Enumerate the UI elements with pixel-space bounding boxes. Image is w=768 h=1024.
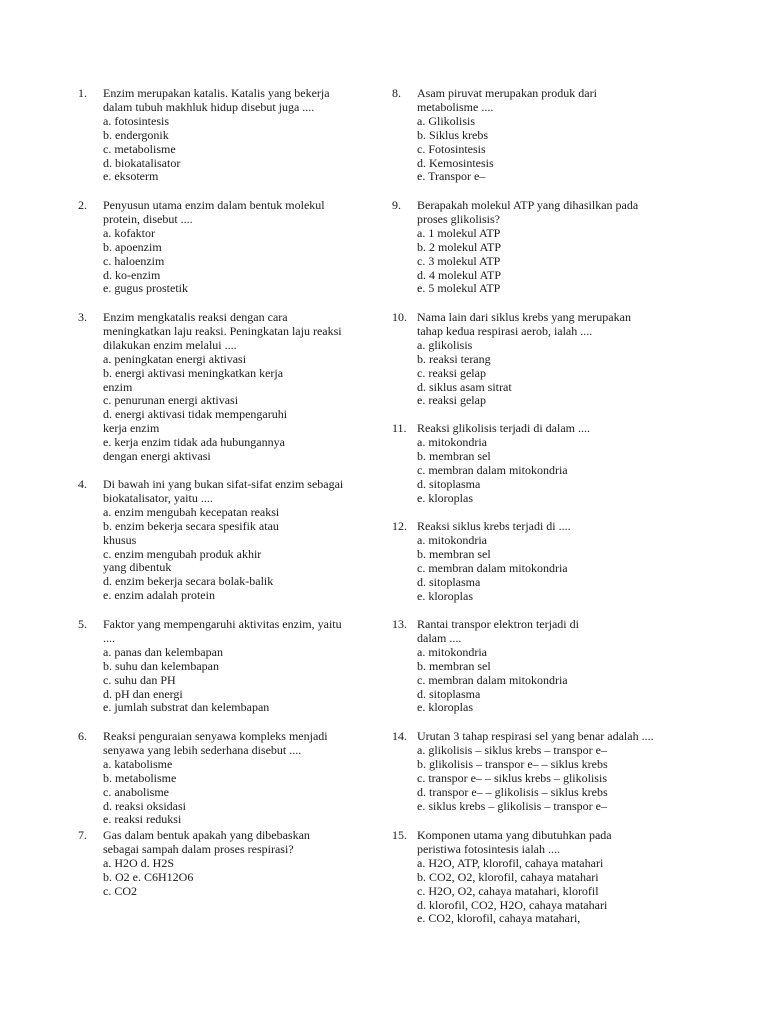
answer-option: a. glikolisis – siklus krebs – transpor e–: [417, 742, 607, 757]
question-number: 10.: [392, 310, 407, 324]
answer-option: b. glikolisis – transpor e– – siklus krebs: [417, 756, 608, 771]
answer-option: a. mitokondria: [417, 434, 487, 449]
answer-option: b. CO2, O2, klorofil, cahaya matahari: [417, 869, 599, 884]
answer-option: c. penurunan energi aktivasi: [103, 393, 239, 408]
question-6: [78, 730, 403, 827]
answer-option: d. enzim bekerja secara bolak-balik: [103, 574, 274, 589]
answer-option: c. 3 molekul ATP: [417, 253, 501, 268]
answer-option: d. klorofil, CO2, H2O, cahaya matahari: [417, 897, 608, 912]
answer-option: c. membran dalam mitokondria: [417, 462, 568, 477]
question-number: 2.: [78, 198, 87, 212]
answer-option: c. membran dalam mitokondria: [417, 560, 568, 575]
answer-option: c. enzim mengubah produk akhir yang dibentuk: [103, 546, 262, 575]
answer-option: c. anabolisme: [103, 784, 169, 799]
answer-option: b. metabolisme: [103, 770, 177, 785]
question-number: 4.: [78, 477, 87, 491]
answer-option: d. energi aktivasi tidak mempengaruhi kerja enzim: [103, 407, 288, 436]
question-text: Urutan 3 tahap respirasi sel yang benar adalah ....: [417, 729, 654, 743]
question-text: Gas dalam bentuk apakah yang dibebaskan sebagai sampah dalam proses respirasi?: [103, 828, 310, 856]
question-number: 13.: [392, 617, 407, 631]
answer-option: d. sitoplasma: [417, 476, 481, 491]
answer-option: e. Transpor e–: [417, 169, 486, 184]
answer-option: e. kloroplas: [417, 490, 473, 505]
question-8: [392, 87, 717, 184]
question-text: Reaksi siklus krebs terjadi di ....: [417, 519, 571, 533]
answer-option: a. mitokondria: [417, 532, 487, 547]
question-12: [392, 520, 717, 603]
answer-option: b. O2 e. C6H12O6: [103, 869, 194, 884]
answer-option: a. panas dan kelembapan: [103, 644, 223, 659]
answer-option: c. haloenzim: [103, 253, 165, 268]
question-number: 7.: [78, 828, 87, 842]
answer-option: c. suhu dan PH: [103, 672, 176, 687]
answer-option: d. reaksi oksidasi: [103, 798, 186, 813]
question-text: Komponen utama yang dibutuhkan pada peristiwa fotosintesis ialah ....: [417, 828, 612, 856]
question-text: Berapakah molekul ATP yang dihasilkan pada proses glikolisis?: [417, 198, 639, 226]
question-number: 5.: [78, 617, 87, 631]
answer-option: d. transpor e– – glikolisis – siklus krebs: [417, 784, 608, 799]
answer-option: e. reaksi gelap: [417, 393, 486, 408]
answer-option: d. siklus asam sitrat: [417, 379, 512, 394]
question-text: Enzim mengkatalis reaksi dengan cara meningkatkan laju reaksi. Peningkatan laju reaksi dilakukan enzim melalui ....: [103, 310, 342, 352]
answer-option: e. 5 molekul ATP: [417, 281, 501, 296]
question-number: 3.: [78, 310, 87, 324]
answer-option: e. eksoterm: [103, 169, 159, 184]
question-number: 12.: [392, 519, 407, 533]
question-11: [392, 422, 717, 505]
answer-option: a. fotosintesis: [103, 113, 169, 128]
answer-option: e. gugus prostetik: [103, 281, 188, 296]
answer-option: d. pH dan energi: [103, 686, 183, 701]
answer-option: c. Fotosintesis: [417, 141, 486, 156]
question-text: Reaksi glikolisis terjadi di dalam ....: [417, 421, 590, 435]
question-number: 6.: [78, 729, 87, 743]
answer-option: e. reaksi reduksi: [103, 812, 182, 827]
question-10: [392, 311, 717, 408]
question-number: 11.: [392, 421, 407, 435]
answer-option: d. Kemosintesis: [417, 155, 494, 170]
answer-option: d. sitoplasma: [417, 574, 481, 589]
answer-option: e. kloroplas: [417, 700, 473, 715]
answer-option: c. transpor e– – siklus krebs – glikolisis: [417, 770, 607, 785]
answer-option: a. peningkatan energi aktivasi: [103, 351, 247, 366]
answer-option: b. membran sel: [417, 448, 491, 463]
answer-option: e. CO2, klorofil, cahaya matahari,: [417, 911, 581, 926]
question-number: 9.: [392, 198, 401, 212]
answer-option: b. apoenzim: [103, 239, 162, 254]
question-3: [78, 311, 403, 464]
answer-option: b. endergonik: [103, 127, 169, 142]
question-number: 14.: [392, 729, 407, 743]
answer-option: d. 4 molekul ATP: [417, 267, 502, 282]
answer-option: a. Glikolisis: [417, 113, 476, 128]
answer-option: b. energi aktivasi meningkatkan kerja enzim: [103, 365, 284, 394]
answer-option: a. enzim mengubah kecepatan reaksi: [103, 504, 280, 519]
answer-option: b. reaksi terang: [417, 351, 491, 366]
answer-option: b. membran sel: [417, 658, 491, 673]
question-text: Reaksi penguraian senyawa kompleks menjadi senyawa yang lebih sederhana disebut ....: [103, 729, 328, 757]
answer-option: e. kloroplas: [417, 588, 473, 603]
question-4: [78, 478, 403, 603]
answer-option: a. H2O d. H2S: [103, 855, 174, 870]
answer-option: c. H2O, O2, cahaya matahari, klorofil: [417, 883, 599, 898]
question-number: 1.: [78, 86, 87, 100]
answer-option: b. 2 molekul ATP: [417, 239, 502, 254]
question-2: [78, 199, 403, 296]
question-text: Faktor yang mempengaruhi aktivitas enzim, yaitu ....: [103, 617, 342, 645]
question-text: Penyusun utama enzim dalam bentuk molekul protein, disebut ....: [103, 198, 325, 226]
answer-option: a. 1 molekul ATP: [417, 225, 501, 240]
answer-option: c. membran dalam mitokondria: [417, 672, 568, 687]
answer-option: d. sitoplasma: [417, 686, 481, 701]
question-number: 8.: [392, 86, 401, 100]
answer-option: a. kofaktor: [103, 225, 155, 240]
question-text: Rantai transpor elektron terjadi di dalam ....: [417, 617, 579, 645]
answer-option: b. Siklus krebs: [417, 127, 489, 142]
question-13: [392, 618, 717, 715]
answer-option: e. kerja enzim tidak ada hubungannya dengan energi aktivasi: [103, 435, 285, 464]
question-text: Nama lain dari siklus krebs yang merupakan tahap kedua respirasi aerob, ialah ....: [417, 310, 631, 338]
question-9: [392, 199, 717, 296]
question-text: Di bawah ini yang bukan sifat-sifat enzim sebagai biokatalisator, yaitu ....: [103, 477, 344, 505]
answer-option: e. siklus krebs – glikolisis – transpor e–: [417, 798, 607, 813]
answer-option: c. CO2: [103, 883, 137, 898]
answer-option: b. enzim bekerja secara spesifik atau khusus: [103, 518, 279, 547]
answer-option: a. H2O, ATP, klorofil, cahaya matahari: [417, 855, 604, 870]
answer-option: e. jumlah substrat dan kelembapan: [103, 700, 270, 715]
answer-option: b. membran sel: [417, 546, 491, 561]
answer-option: c. reaksi gelap: [417, 365, 486, 380]
question-14: [392, 730, 717, 813]
question-7: [78, 829, 403, 899]
question-15: [392, 829, 717, 926]
answer-option: d. ko-enzim: [103, 267, 161, 282]
answer-option: c. metabolisme: [103, 141, 176, 156]
question-5: [78, 618, 403, 715]
question-text: Asam piruvat merupakan produk dari metabolisme ....: [417, 86, 597, 114]
answer-option: a. glikolisis: [417, 337, 473, 352]
question-1: [78, 87, 403, 184]
question-text: Enzim merupakan katalis. Katalis yang bekerja dalam tubuh makhluk hidup disebut juga ....: [103, 86, 330, 114]
answer-option: a. mitokondria: [417, 644, 487, 659]
answer-option: d. biokatalisator: [103, 155, 181, 170]
answer-option: b. suhu dan kelembapan: [103, 658, 219, 673]
answer-option: e. enzim adalah protein: [103, 588, 215, 603]
answer-option: a. katabolisme: [103, 756, 173, 771]
question-number: 15.: [392, 828, 407, 842]
